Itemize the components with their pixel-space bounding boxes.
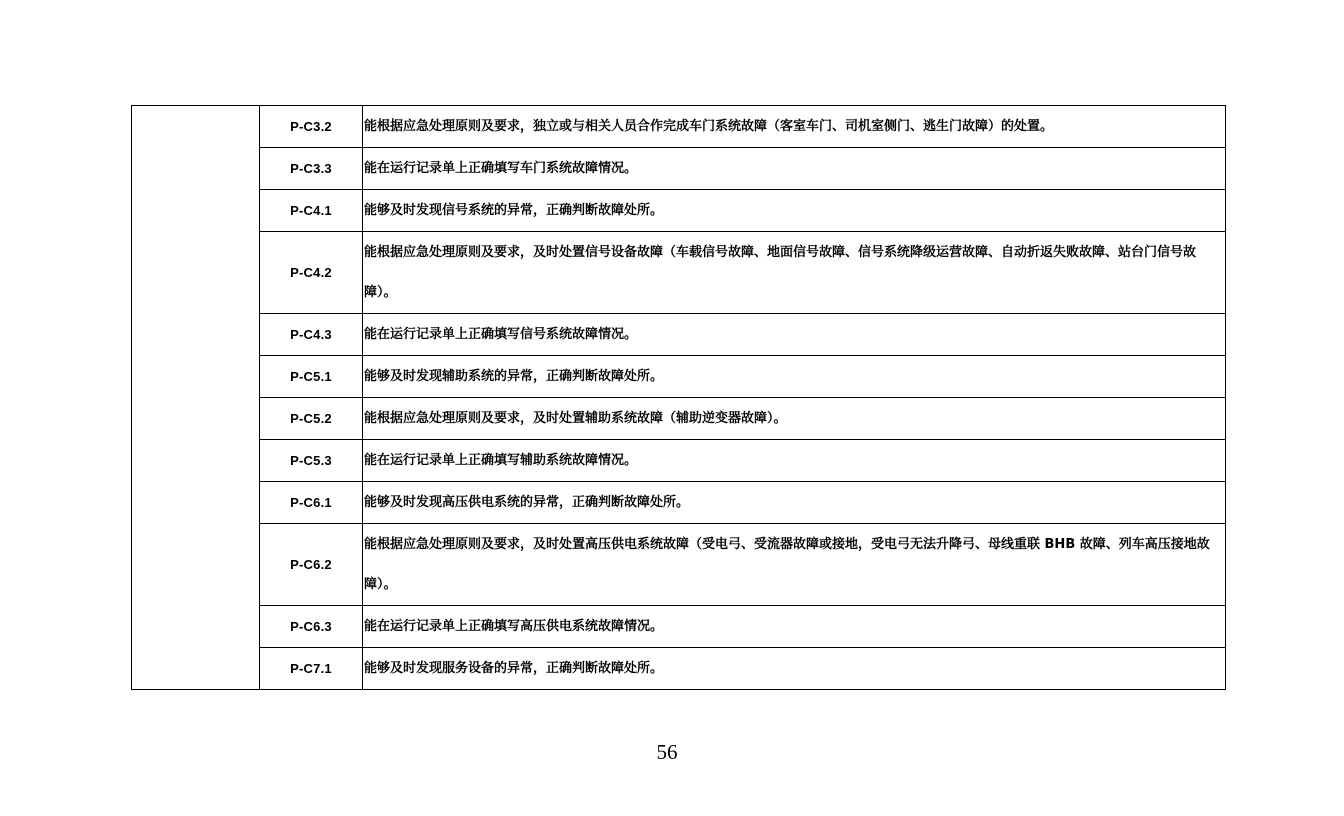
row-description: 能在运行记录单上正确填写车门系统故障情况。: [363, 148, 1226, 190]
table-row: [132, 148, 1226, 190]
row-code: P-C5.1: [260, 356, 363, 398]
row-code: P-C4.2: [260, 232, 363, 314]
row-description: 能够及时发现高压供电系统的异常，正确判断故障处所。: [363, 482, 1226, 524]
row-description: 能够及时发现服务设备的异常，正确判断故障处所。: [363, 648, 1226, 690]
row-code: P-C4.1: [260, 190, 363, 232]
row-code: P-C5.3: [260, 440, 363, 482]
table-row: [132, 356, 1226, 398]
row-code: P-C3.2: [260, 106, 363, 148]
row-code: P-C5.2: [260, 398, 363, 440]
row-description: 能根据应急处理原则及要求，独立或与相关人员合作完成车门系统故障（客室车门、司机室侧门、逃生门故障）的处置。: [363, 106, 1226, 148]
table-row: [132, 232, 1226, 314]
row-code: P-C7.1: [260, 648, 363, 690]
row-description: 能在运行记录单上正确填写高压供电系统故障情况。: [363, 606, 1226, 648]
table-row: [132, 524, 1226, 606]
row-code: P-C6.2: [260, 524, 363, 606]
row-description: 能根据应急处理原则及要求，及时处置高压供电系统故障（受电弓、受流器故障或接地，受电弓无法升降弓、母线重联 BHB 故障、列车高压接地故障）。: [363, 524, 1226, 606]
row-description: 能在运行记录单上正确填写信号系统故障情况。: [363, 314, 1226, 356]
row-description: 能根据应急处理原则及要求，及时处置信号设备故障（车载信号故障、地面信号故障、信号系统降级运营故障、自动折返失败故障、站台门信号故障）。: [363, 232, 1226, 314]
table-row: [132, 482, 1226, 524]
page-number: 56: [656, 740, 678, 764]
category-cell: [132, 106, 260, 690]
table-row: [132, 190, 1226, 232]
row-code: P-C4.3: [260, 314, 363, 356]
row-code: P-C6.3: [260, 606, 363, 648]
table-row: [132, 440, 1226, 482]
row-description: 能在运行记录单上正确填写辅助系统故障情况。: [363, 440, 1226, 482]
row-code: P-C6.1: [260, 482, 363, 524]
row-description: 能根据应急处理原则及要求，及时处置辅助系统故障（辅助逆变器故障）。: [363, 398, 1226, 440]
table-row: [132, 106, 1226, 148]
table-row: [132, 314, 1226, 356]
table-row: [132, 648, 1226, 690]
competency-table: [131, 105, 1226, 690]
table-row: [132, 398, 1226, 440]
row-description: 能够及时发现信号系统的异常，正确判断故障处所。: [363, 190, 1226, 232]
row-description: 能够及时发现辅助系统的异常，正确判断故障处所。: [363, 356, 1226, 398]
table-row: [132, 606, 1226, 648]
row-code: P-C3.3: [260, 148, 363, 190]
